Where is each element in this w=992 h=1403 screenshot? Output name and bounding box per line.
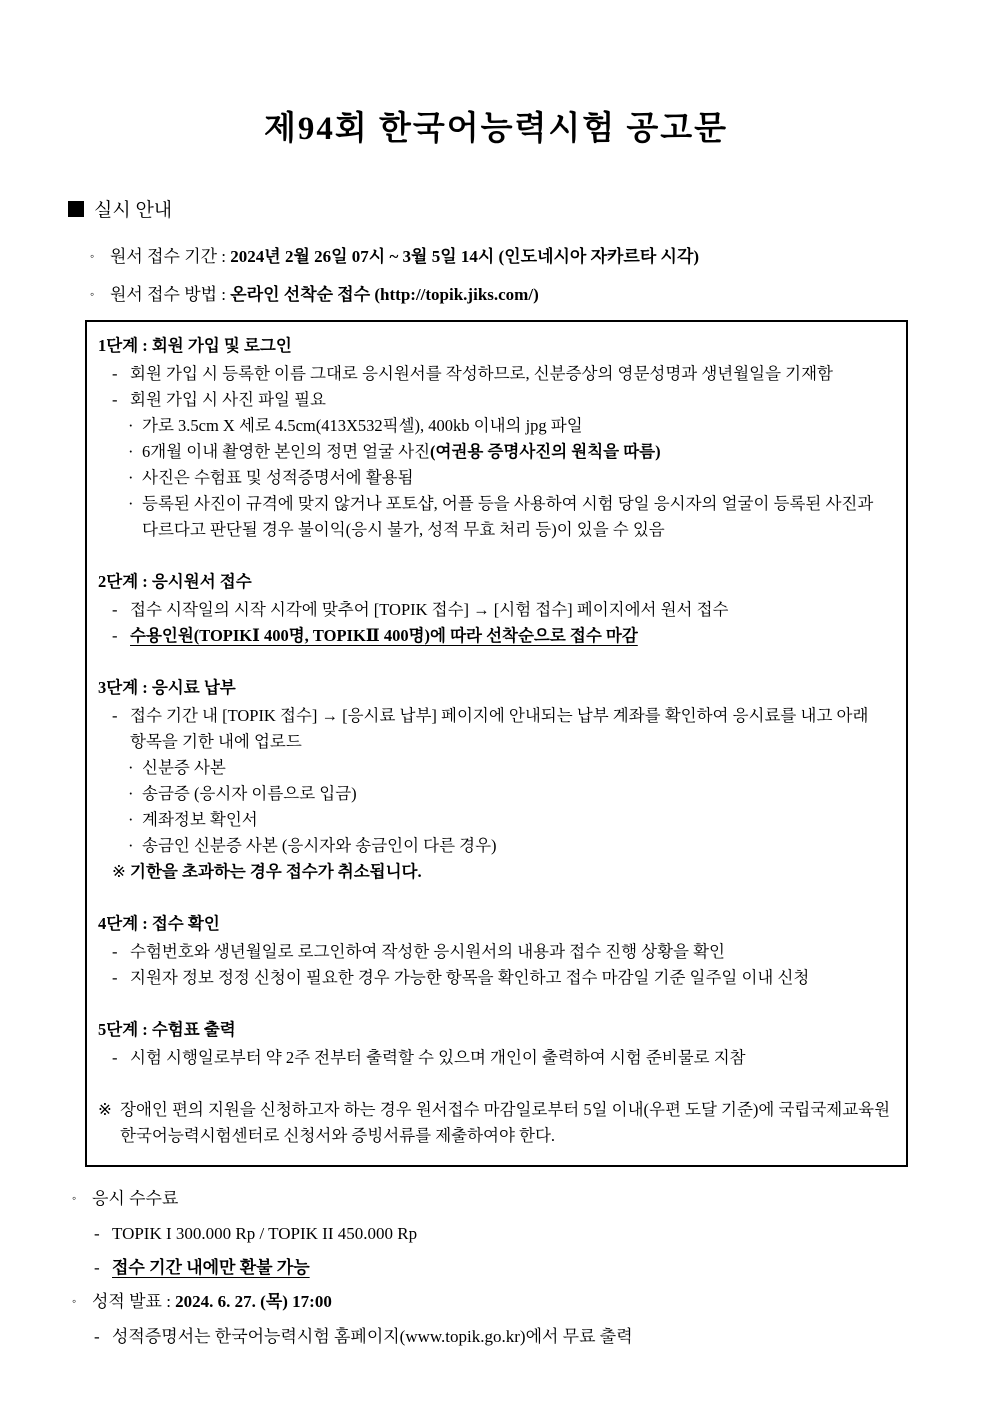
line-marker: · (128, 810, 134, 829)
step-detail-line (98, 781, 892, 807)
line-marker: · (128, 442, 134, 461)
line-marker: ◦ (72, 1191, 77, 1205)
step-heading: 1단계 : 회원 가입 및 로그인 (98, 336, 292, 355)
line-marker: - (112, 706, 118, 725)
fee-results-line (72, 1256, 922, 1280)
text-segment: 원서 접수 방법 : (110, 285, 231, 304)
text-segment: 사진은 수험표 및 성적증명서에 활용됨 (142, 468, 414, 487)
section-header-implementation-guide (68, 195, 992, 222)
application-info-line (90, 244, 920, 271)
line-marker: - (112, 626, 118, 645)
line-text (130, 703, 892, 755)
text-segment: 접수 시작일의 시작 시각에 맞추어 [TOPIK 접수] → [시험 접수] 페이지에서 원서 접수 (130, 600, 729, 619)
line-text (92, 1187, 922, 1211)
procedure-step (98, 333, 892, 543)
line-marker: · (128, 758, 134, 777)
line-text (142, 807, 892, 833)
line-text (92, 1290, 922, 1314)
text-segment: 지원자 정보 정정 신청이 필요한 경우 가능한 항목을 확인하고 접수 마감일 기준 일주일 이내 신청 (130, 968, 810, 987)
step-detail-line (98, 939, 892, 965)
line-text (142, 755, 892, 781)
line-text (142, 781, 892, 807)
line-text (130, 859, 892, 885)
step-heading: 3단계 : 응시료 납부 (98, 678, 236, 697)
application-info-list (90, 244, 920, 309)
text-segment: 성적증명서는 한국어능력시험 홈페이지(www.topik.go.kr)에서 무료 출력 (112, 1327, 633, 1346)
text-segment: 회원 가입 시 등록한 이름 그대로 응시원서를 작성하므로, 신분증상의 영문성명과 생년월일을 기재함 (130, 364, 833, 383)
text-segment: TOPIK I 300.000 Rp / TOPIK II 450.000 Rp (112, 1224, 418, 1243)
line-text (130, 965, 892, 991)
line-marker: - (112, 942, 118, 961)
fee-results-line (72, 1222, 922, 1246)
line-text (130, 939, 892, 965)
step-heading: 5단계 : 수험표 출력 (98, 1020, 236, 1039)
text-segment: 가로 3.5cm X 세로 4.5cm(413X532픽셀), 400kb 이내의 jpg 파일 (142, 416, 583, 435)
line-marker: - (112, 600, 118, 619)
step-detail-line (98, 387, 892, 413)
text-segment: 6개월 이내 촬영한 본인의 정면 얼굴 사진 (142, 442, 431, 461)
text-segment: 성적 발표 : (92, 1292, 176, 1311)
application-info-line (90, 282, 920, 309)
step-detail-line (98, 597, 892, 623)
line-text (142, 413, 892, 439)
step-detail-line (98, 807, 892, 833)
step-detail-line (98, 703, 892, 755)
line-text (130, 597, 892, 623)
disability-support-footnote (98, 1097, 892, 1149)
line-text (120, 1097, 892, 1149)
line-marker: - (94, 1224, 100, 1243)
procedure-step (98, 569, 892, 649)
step-detail-line (98, 465, 892, 491)
text-segment: 시험 시행일로부터 약 2주 전부터 출력할 수 있으며 개인이 출력하여 시험 준비물로 지참 (130, 1048, 746, 1067)
fee-results-line (72, 1325, 922, 1349)
line-text (142, 439, 892, 465)
step-detail-line (98, 439, 892, 465)
procedure-step (98, 911, 892, 991)
line-text (130, 361, 892, 387)
line-marker: - (94, 1258, 100, 1277)
line-marker: - (112, 1048, 118, 1067)
line-marker: - (112, 364, 118, 383)
text-segment: 기한을 초과하는 경우 접수가 취소됩니다. (130, 862, 422, 881)
text-segment: 응시 수수료 (92, 1189, 179, 1208)
text-segment: 온라인 선착순 접수 (http://topik.jiks.com/) (230, 285, 539, 304)
text-segment: 원서 접수 기간 : (110, 247, 231, 266)
step-detail-line (98, 859, 892, 885)
text-segment: 계좌정보 확인서 (142, 810, 258, 829)
text-segment: 회원 가입 시 사진 파일 필요 (130, 390, 326, 409)
step-detail-line (98, 413, 892, 439)
line-text (142, 465, 892, 491)
line-marker: ※ (112, 862, 126, 881)
text-segment: 접수 기간 내에만 환불 가능 (112, 1258, 310, 1277)
step-detail-line (98, 965, 892, 991)
text-segment: 송금인 신분증 사본 (응시자와 송금인이 다른 경우) (142, 836, 497, 855)
line-marker: - (112, 390, 118, 409)
line-marker: ※ (98, 1100, 112, 1119)
text-segment: 수용인원(TOPIKⅠ 400명, TOPIKⅡ 400명)에 따라 선착순으로 접수 마감 (130, 626, 638, 645)
line-text (110, 244, 920, 270)
step-detail-line (98, 623, 892, 649)
text-segment: (여권용 증명사진의 원칙을 따름) (430, 442, 661, 461)
line-marker: - (94, 1327, 100, 1346)
line-text (112, 1256, 922, 1280)
text-segment: 송금증 (응시자 이름으로 입금) (142, 784, 357, 803)
step-heading: 2단계 : 응시원서 접수 (98, 572, 252, 591)
line-text (112, 1222, 922, 1246)
line-marker: ◦ (90, 287, 95, 301)
text-segment: 접수 기간 내 [TOPIK 접수] → [응시료 납부] 페이지에 안내되는 납부 계좌를 확인하여 응시료를 내고 아래 항목을 기한 내에 업로드 (130, 706, 869, 751)
step-detail-line (98, 1045, 892, 1071)
section-header-label: 실시 안내 (94, 200, 173, 221)
line-marker: ◦ (72, 1294, 77, 1308)
procedure-box (85, 320, 908, 1167)
line-marker: · (128, 494, 134, 513)
fee-results-line (72, 1290, 922, 1315)
procedure-step (98, 1017, 892, 1071)
line-text (112, 1325, 922, 1349)
line-marker: ◦ (90, 249, 95, 263)
line-marker: - (112, 968, 118, 987)
text-segment: 신분증 사본 (142, 758, 226, 777)
black-square-icon (68, 201, 84, 217)
text-segment: 장애인 편의 지원을 신청하고자 하는 경우 원서접수 마감일로부터 5일 이내(우편 도달 기준)에 국립국제교육원 한국어능력시험센터로 신청서와 증빙서류를 제출하여야 한다. (120, 1100, 891, 1145)
line-text (130, 387, 892, 413)
line-text (110, 282, 920, 308)
step-heading: 4단계 : 접수 확인 (98, 914, 220, 933)
line-marker: · (128, 468, 134, 487)
step-detail-line (98, 491, 892, 543)
fee-results-line (72, 1187, 922, 1212)
text-segment: 2024. 6. 27. (목) 17:00 (175, 1292, 332, 1311)
line-marker: · (128, 784, 134, 803)
step-detail-line (98, 755, 892, 781)
step-detail-line (98, 833, 892, 859)
text-segment: 등록된 사진이 규격에 맞지 않거나 포토샵, 어플 등을 사용하여 시험 당일 응시자의 얼굴이 등록된 사진과 다르다고 판단될 경우 불이익(응시 불가, 성적 무효 처리 등)이 있을 수 있음 (142, 494, 874, 539)
line-text (130, 623, 892, 649)
line-text (130, 1045, 892, 1071)
step-detail-line (98, 361, 892, 387)
text-segment: 수험번호와 생년월일로 로그인하여 작성한 응시원서의 내용과 접수 진행 상황을 확인 (130, 942, 725, 961)
page-title: 제94회 한국어능력시험 공고문 (263, 111, 729, 147)
line-text (142, 833, 892, 859)
procedure-step (98, 675, 892, 885)
line-text (142, 491, 892, 543)
text-segment: 2024년 2월 26일 07시 ~ 3월 5일 14시 (인도네시아 자카르타 시각) (230, 247, 700, 266)
fee-and-results-list (72, 1187, 922, 1349)
line-marker: · (128, 836, 134, 855)
line-marker: · (128, 416, 134, 435)
